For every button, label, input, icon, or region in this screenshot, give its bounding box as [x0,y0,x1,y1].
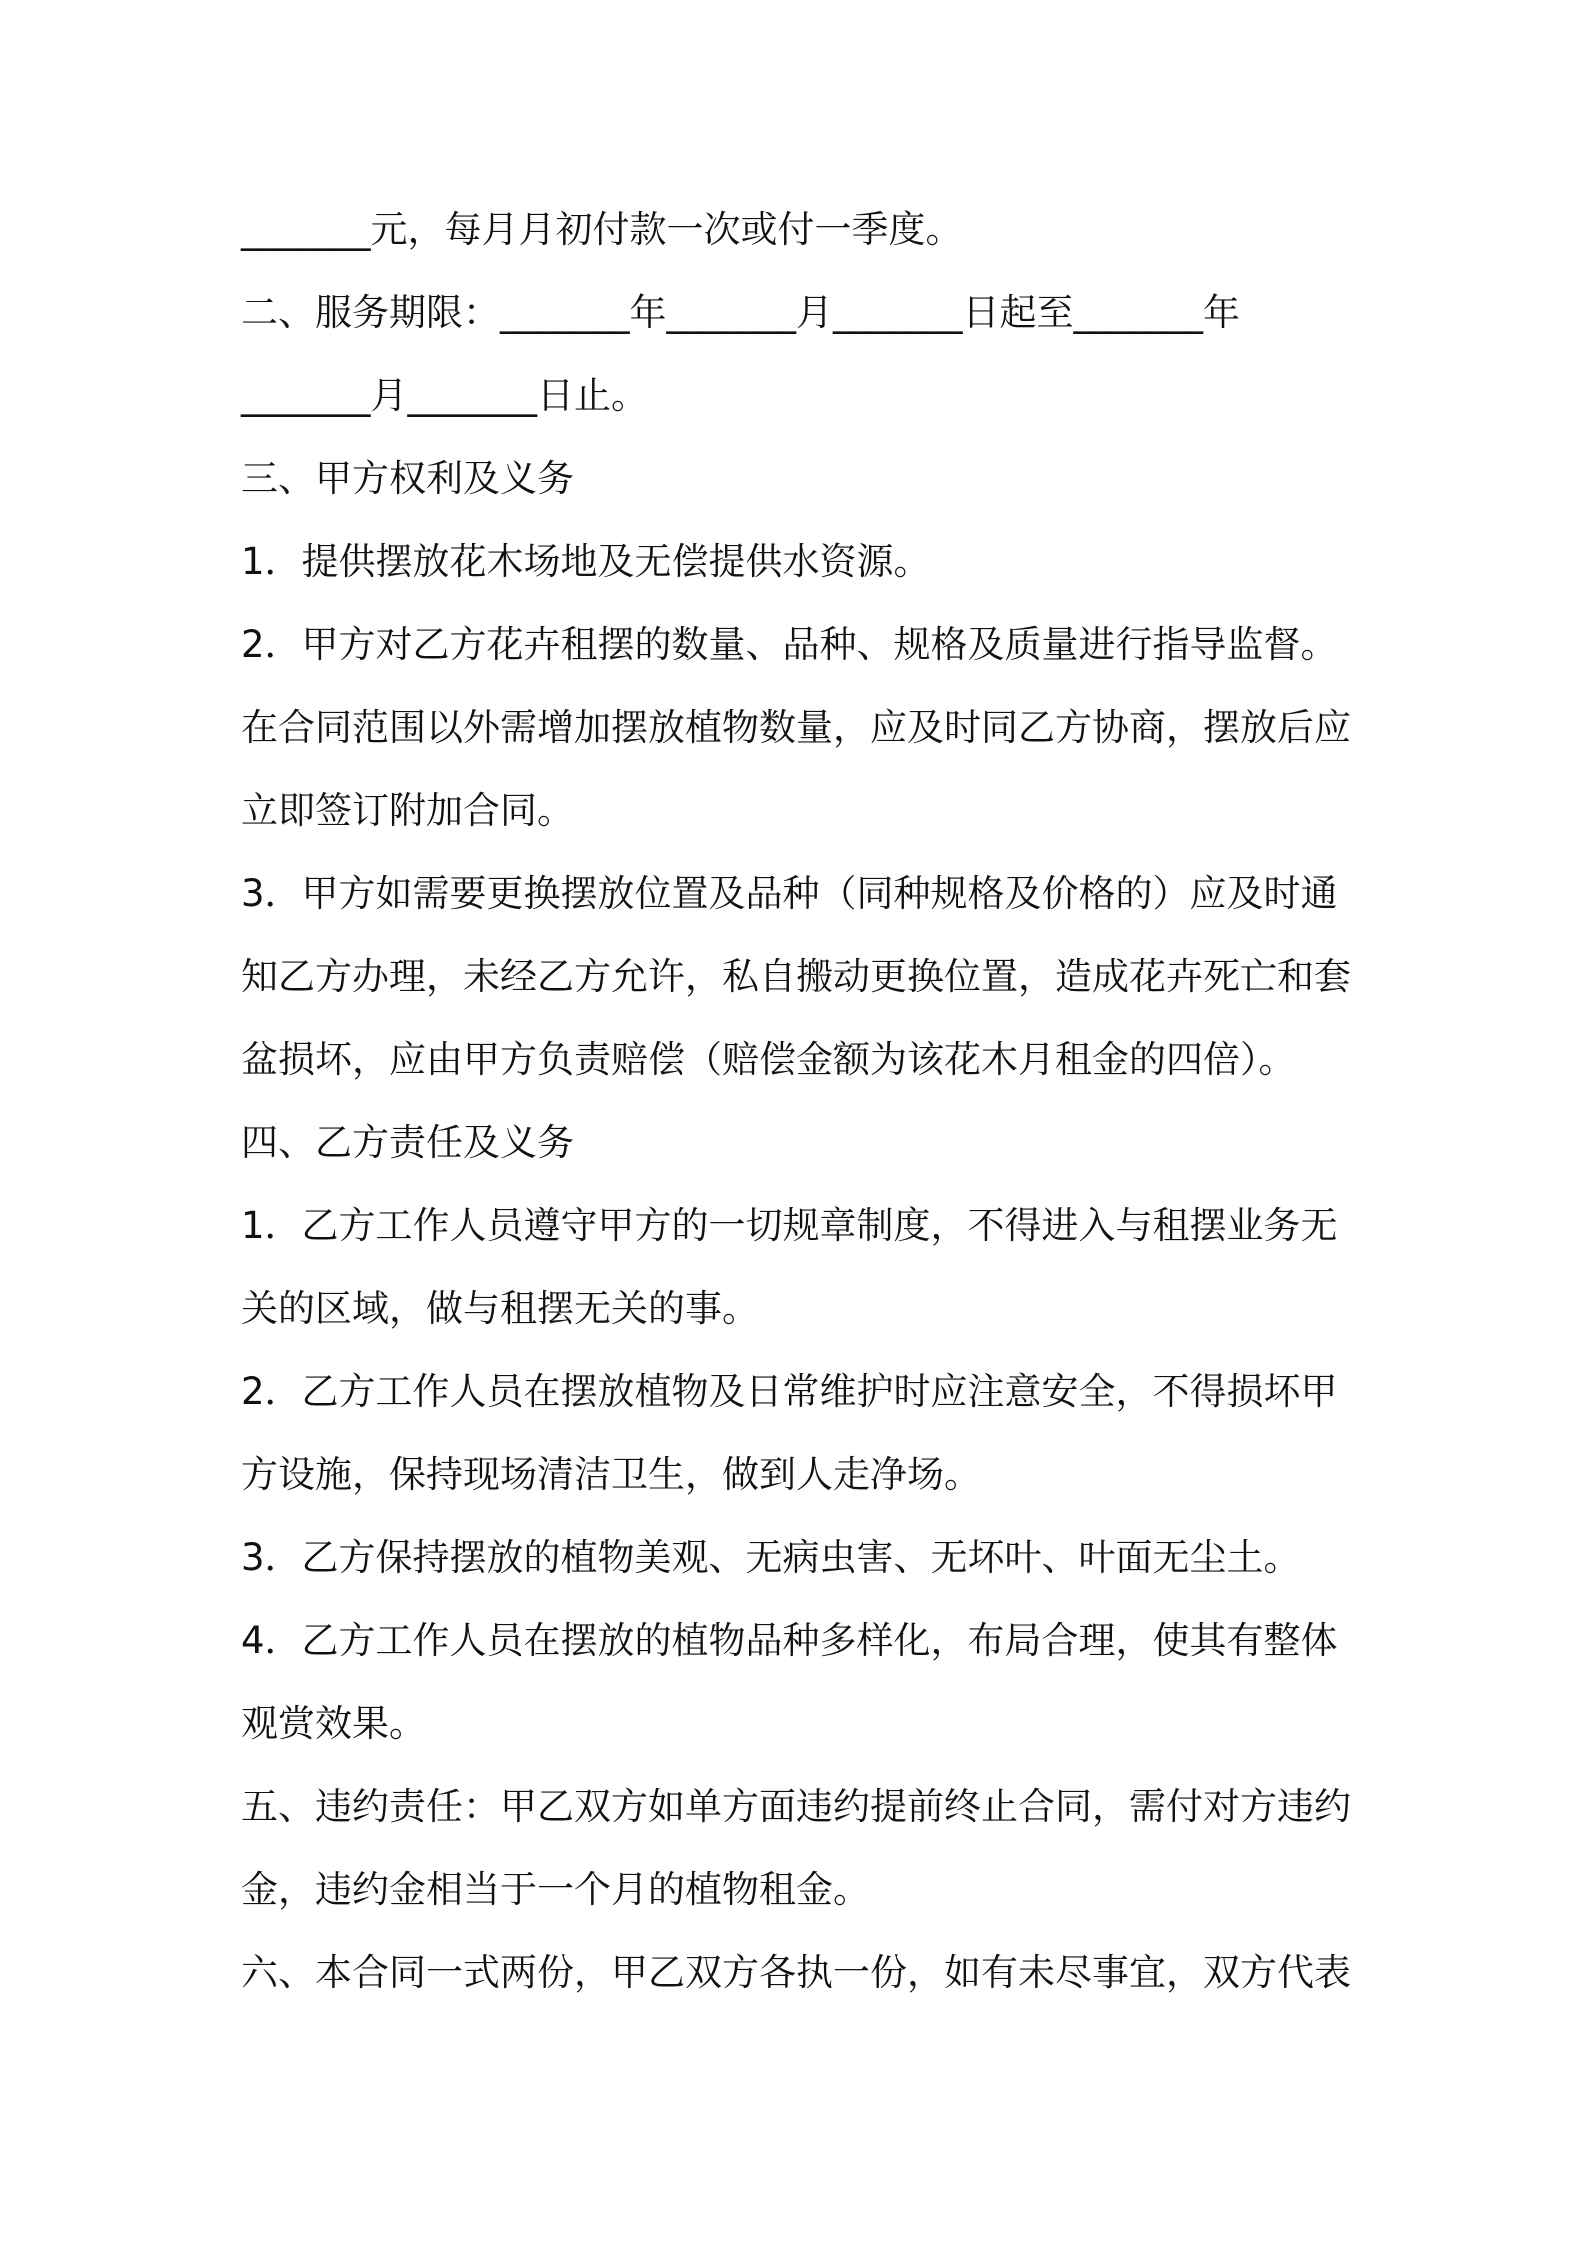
party-b-clause-1: 1．乙方工作人员遵守甲方的一切规章制度，不得进入与租摆业务无 [241,1204,1338,1247]
service-period-line: 二、服务期限：_______年_______月_______日起至_______年 [241,291,1240,334]
section-copies: 六、本合同一式两份，甲乙双方各执一份，如有未尽事宜，双方代表 [241,1951,1351,1994]
party-a-clause-3-cont: 知乙方办理，未经乙方允许，私自搬动更换位置，造成花卉死亡和套 [241,955,1351,998]
party-a-clause-3-cont-2: 盆损坏，应由甲方负责赔偿（赔偿金额为该花木月租金的四倍）。 [241,1038,1296,1081]
service-period-end-line: _______月_______日止。 [241,374,648,417]
party-a-clause-2-cont: 在合同范围以外需增加摆放植物数量，应及时同乙方协商，摆放后应 [241,706,1351,749]
party-a-clause-1: 1．提供摆放花木场地及无偿提供水资源。 [241,540,931,583]
party-b-clause-4: 4．乙方工作人员在摆放的植物品种多样化，布局合理，使其有整体 [241,1619,1338,1662]
party-b-clause-3: 3．乙方保持摆放的植物美观、无病虫害、无坏叶、叶面无尘土。 [241,1536,1301,1579]
party-a-clause-2: 2．甲方对乙方花卉租摆的数量、品种、规格及质量进行指导监督。 [241,623,1338,666]
section-breach-liability-cont: 金，违约金相当于一个月的植物租金。 [241,1868,870,1911]
party-a-clause-2-cont-2: 立即签订附加合同。 [241,789,574,832]
section-heading-party-b: 四、乙方责任及义务 [241,1121,574,1164]
section-breach-liability: 五、违约责任：甲乙双方如单方面违约提前终止合同，需付对方违约 [241,1785,1351,1828]
party-a-clause-3: 3．甲方如需要更换摆放位置及品种（同种规格及价格的）应及时通 [241,872,1338,915]
section-heading-party-a: 三、甲方权利及义务 [241,457,574,500]
party-b-clause-1-cont: 关的区域，做与租摆无关的事。 [241,1287,759,1330]
party-b-clause-2-cont: 方设施，保持现场清洁卫生，做到人走净场。 [241,1453,981,1496]
party-b-clause-2: 2．乙方工作人员在摆放植物及日常维护时应注意安全，不得损坏甲 [241,1370,1338,1413]
party-b-clause-4-cont: 观赏效果。 [241,1702,426,1745]
payment-terms-line: _______元，每月月初付款一次或付一季度。 [241,208,963,251]
